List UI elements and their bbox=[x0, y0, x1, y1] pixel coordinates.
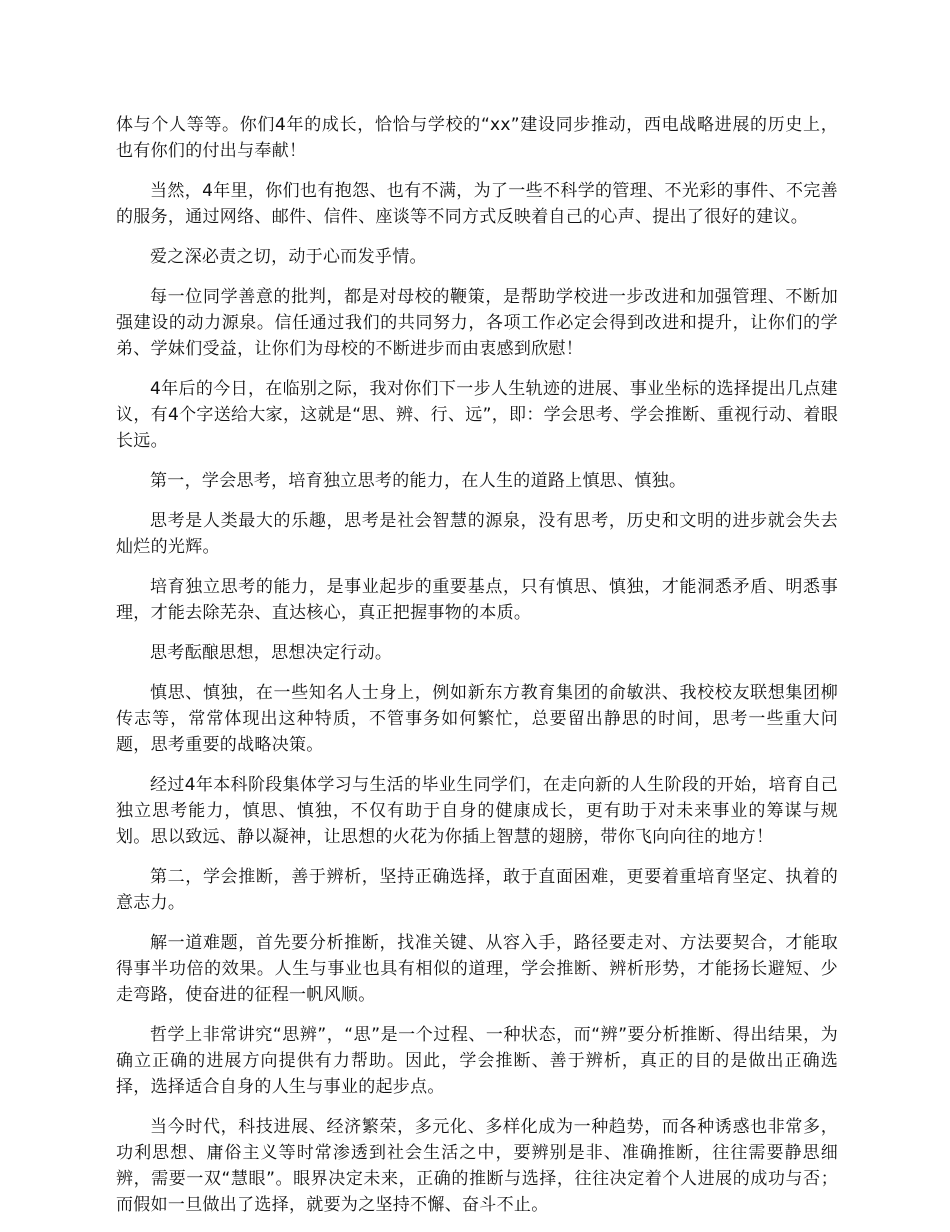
paragraph: 4年后的今日，在临别之际，我对你们下一步人生轨迹的进展、事业坐标的选择提出几点建议，有4个字送给大家，这就是“思、辨、行、远”，即：学会思考、学会推断、重视行动、着眼长远。 bbox=[116, 379, 838, 451]
paragraph: 当然，4年里，你们也有抱怨、也有不满，为了一些不科学的管理、不光彩的事件、不完善的服务，通过网络、邮件、信件、座谈等不同方式反映着自己的心声、提出了很好的建议。 bbox=[116, 181, 838, 227]
paragraph: 慎思、慎独，在一些知名人士身上，例如新东方教育集团的俞敏洪、我校校友联想集团柳传志等，常常体现出这种特质，不管事务如何繁忙，总要留出静思的时间，思考一些重大问题，思考重要的战略决策。 bbox=[116, 683, 838, 755]
paragraph: 第二，学会推断，善于辨析，坚持正确选择，敢于直面困难，更要着重培育坚定、执着的意志力。 bbox=[116, 867, 838, 913]
paragraph: 爱之深必责之切，动于心而发乎情。 bbox=[150, 247, 427, 267]
paragraph: 第一，学会思考，培育独立思考的能力，在人生的道路上慎思、慎独。 bbox=[150, 471, 687, 491]
document-page bbox=[116, 112, 838, 1232]
paragraph: 解一道难题，首先要分析推断，找准关键、从容入手，路径要走对、方法要契合，才能取得事半功倍的效果。人生与事业也具有相似的道理，学会推断、辨析形势，才能扬长避短、少走弯路，使奋进的征程一帆风顺。 bbox=[116, 933, 838, 1005]
paragraph: 体与个人等等。你们4年的成长，恰恰与学校的“xx”建设同步推动，西电战略进展的历史上，也有你们的付出与奉献！ bbox=[116, 115, 838, 161]
paragraph: 思考酝酿思想，思想决定行动。 bbox=[150, 643, 393, 663]
paragraph: 当今时代，科技进展、经济繁荣，多元化、多样化成为一种趋势，而各种诱惑也非常多，功利思想、庸俗主义等时常渗透到社会生活之中，要辨别是非、准确推断，往往需要静思细辨，需要一双“慧眼”。眼界决定未来，正确的推断与选择，往往决定着个人进展的成功与否；而假如一旦做出了选择，就要为之坚持不懈、奋斗不止。 bbox=[116, 1117, 838, 1215]
paragraph: 经过4年本科阶段集体学习与生活的毕业生同学们，在走向新的人生阶段的开始，培育自己独立思考能力，慎思、慎独，不仅有助于自身的健康成长，更有助于对未来事业的筹谋与规划。思以致远、静以凝神，让思想的火花为你插上智慧的翅膀，带你飞向向往的地方！ bbox=[116, 775, 838, 847]
paragraph: 哲学上非常讲究“思辨”，“思”是一个过程、一种状态，而“辨”要分析推断、得出结果，为确立正确的进展方向提供有力帮助。因此，学会推断、善于辨析，真正的目的是做出正确选择，选择适合自身的人生与事业的起步点。 bbox=[116, 1025, 838, 1097]
paragraph: 思考是人类最大的乐趣，思考是社会智慧的源泉，没有思考，历史和文明的进步就会失去灿烂的光辉。 bbox=[116, 511, 838, 557]
paragraph: 每一位同学善意的批判，都是对母校的鞭策，是帮助学校进一步改进和加强管理、不断加强建设的动力源泉。信任通过我们的共同努力，各项工作必定会得到改进和提升，让你们的学弟、学妹们受益，让你们为母校的不断进步而由衷感到欣慰！ bbox=[116, 287, 838, 359]
paragraph: 培育独立思考的能力，是事业起步的重要基点，只有慎思、慎独，才能洞悉矛盾、明悉事理，才能去除芜杂、直达核心，真正把握事物的本质。 bbox=[116, 577, 838, 623]
